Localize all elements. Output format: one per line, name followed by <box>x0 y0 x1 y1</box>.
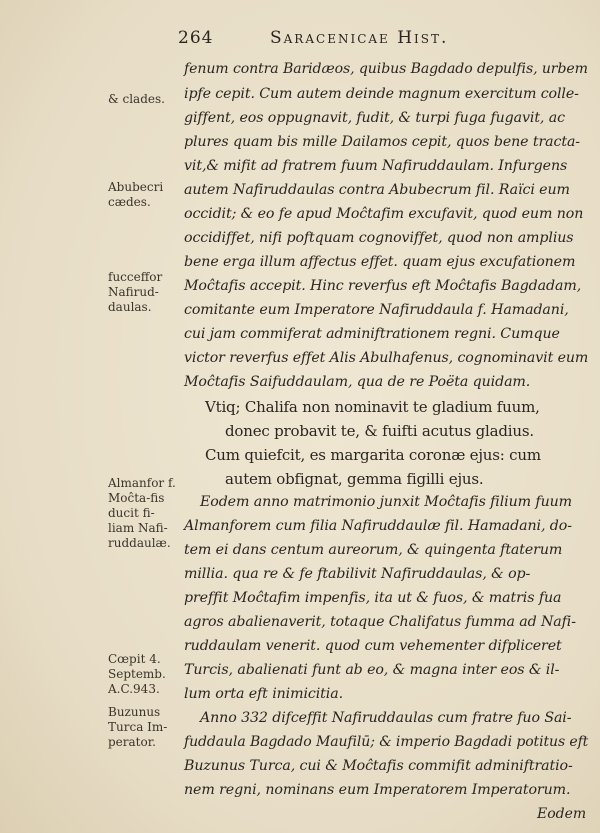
text-line: bene erga illum affectus effet. quam ejus excufationem <box>184 254 576 270</box>
text-line: comitante eum Imperatore Nafiruddaula f. Hamadani, <box>184 302 569 318</box>
margin-note: Abubecri cædes. <box>108 180 164 209</box>
verse-line: donec probavit te, & fuifti acutus gladius. <box>225 422 534 440</box>
margin-note: fucceffor Nafirud-daulas. <box>108 270 163 314</box>
text-line: cui jam commiferat adminiftrationem regni. Cumque <box>184 326 560 342</box>
text-line: Moĉtafis Saifuddaulam, qua de re Poëta quidam. <box>184 374 531 390</box>
margin-note: Almanfor f. Moĉta-fis ducit fi-liam Nafi-ruddaulæ. <box>108 476 176 550</box>
margin-note: Cœpit 4. Septemb. A.C.943. <box>108 652 166 696</box>
text-line: vit,& mifit ad fratrem fuum Nafiruddaulam. Infurgens <box>184 158 568 174</box>
text-line: plures quam bis mille Dailamos cepit, quos bene tracta- <box>184 134 580 150</box>
text-line: millia. qua re & fe ftabilivit Nafiruddaulas, & op- <box>184 566 531 582</box>
text-line: victor reverfus effet Alis Abulhafenus, cognominavit eum <box>184 350 589 366</box>
text-line: Eodem anno matrimonio junxit Moĉtafis filium fuum <box>200 494 572 510</box>
text-line: Anno 332 difceffit Nafiruddaulas cum fratre fuo Sai- <box>200 710 572 726</box>
verse-line: Vtiq; Chalifa non nominavit te gladium fuum, <box>205 398 540 416</box>
verse-line: Cum quiefcit, es margarita coronæ ejus: cum <box>205 446 541 464</box>
text-line: fenum contra Baridæos, quibus Bagdado depulfis, urbem <box>184 61 588 77</box>
text-line: autem Nafiruddaulas contra Abubecrum fil. Raïci eum <box>184 182 570 198</box>
text-line: agros abalienaverit, totaque Chalifatus fumma ad Nafi- <box>184 614 576 630</box>
text-line: occidiffet, nifi poftquam cognoviffet, quod non amplius <box>184 230 574 246</box>
text-line: giffent, eos oppugnavit, fudit, & turpi fuga fugavit, ac <box>184 110 565 126</box>
page-header <box>178 28 580 52</box>
text-line: preffit Moĉtafim impenfis, ita ut & fuos, & matris fua <box>184 590 562 606</box>
running-title: Saracenicae Hist. <box>270 28 449 48</box>
text-line: ipfe cepit. Cum autem deinde magnum exercitum colle- <box>184 86 579 102</box>
text-line: Almanforem cum filia Nafiruddaulæ fil. Hamadani, do- <box>184 518 572 534</box>
text-line: Moĉtafis accepit. Hinc reverfus eft Moĉtafis Bagdadam, <box>184 278 582 294</box>
text-line: lum orta eft inimicitia. <box>184 686 343 702</box>
margin-note: Buzunus Turca Im-perator. <box>108 705 168 749</box>
text-line: ruddaulam venerit. quod cum vehementer difpliceret <box>184 638 562 654</box>
verse-line: autem obfignat, gemma figilli ejus. <box>225 470 484 488</box>
text-line: fuddaula Bagdado Maufilū; & imperio Bagdadi potitus eft <box>184 734 589 750</box>
catchword: Eodem <box>537 806 587 822</box>
margin-note: & clades. <box>108 92 165 106</box>
text-line: occidit; & eo fe apud Moĉtafim excufavit, quod eum non <box>184 206 584 222</box>
text-line: Buzunus Turca, cui & Moĉtafis commifit adminiftratio- <box>184 758 573 774</box>
text-line: Turcis, abalienati funt ab eo, & magna inter eos & il- <box>184 662 560 678</box>
page-number: 264 <box>178 28 214 48</box>
text-line: nem regni, nominans eum Imperatorem Imperatorum. <box>184 782 571 798</box>
text-line: tem ei dans centum aureorum, & quingenta ftaterum <box>184 542 563 558</box>
